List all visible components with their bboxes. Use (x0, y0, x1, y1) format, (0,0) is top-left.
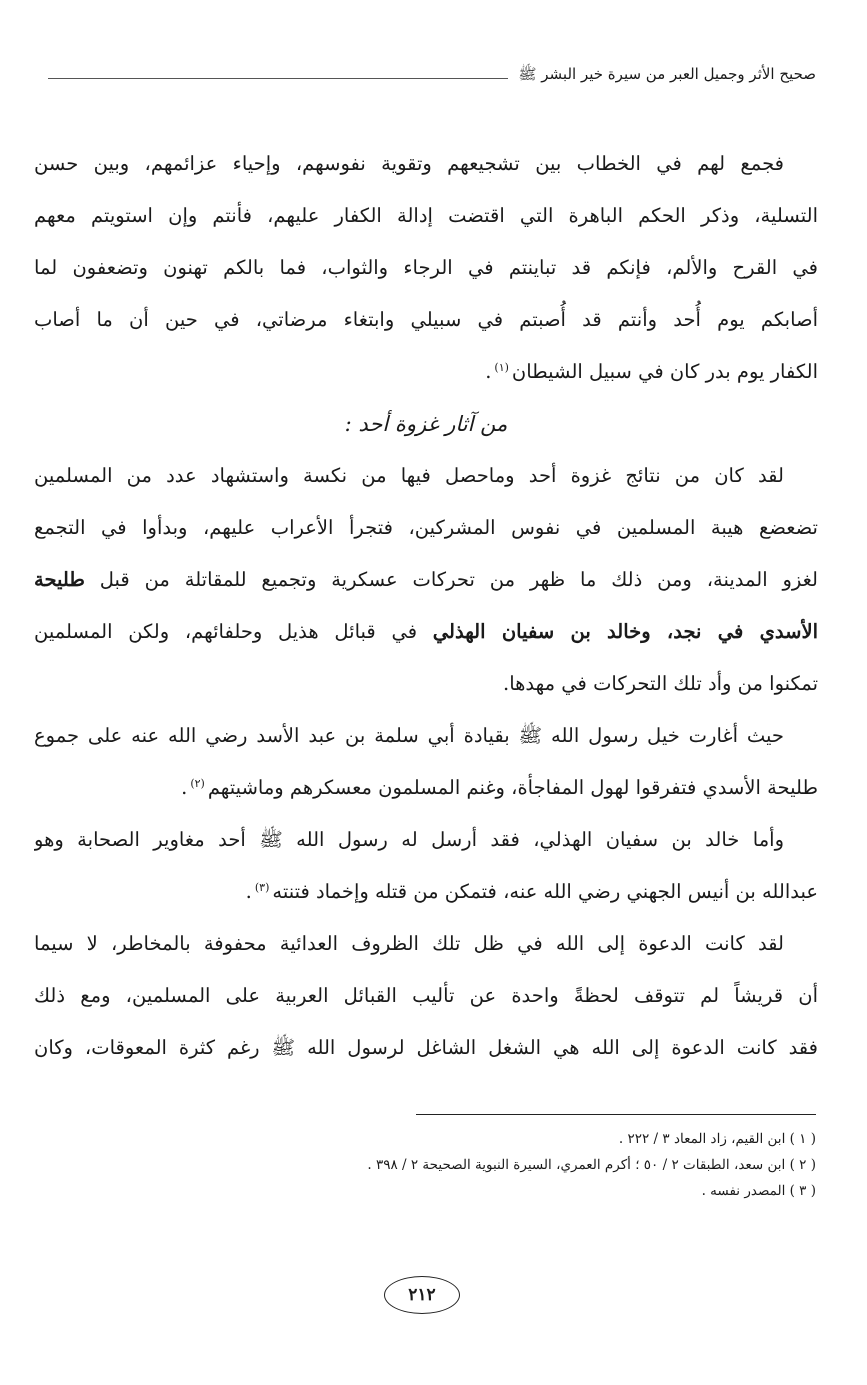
footnote-ref: (٣) (254, 880, 270, 894)
text-line (34, 554, 818, 606)
text-line: التسلية، وذكر الحكم الباهرة التي اقتضت إدالة الكفار عليهم، فأنتم وإن استويتم معهم (34, 204, 818, 227)
text-segment: . (245, 880, 252, 903)
footnote: ( ١ ) ابن القيم، زاد المعاد ٣ / ٢٢٢ . (618, 1131, 816, 1147)
text-line: لقد كان من نتائج غزوة أحد وماحصل فيها من نكسة واستشهاد عدد من المسلمين (34, 464, 784, 487)
footnote-ref: (١) (494, 360, 509, 374)
text-line (34, 762, 818, 814)
text-line (34, 866, 818, 918)
page-number: ٢١٢ (384, 1276, 460, 1314)
text-line: فقد كانت الدعوة إلى الله هي الشغل الشاغل لرسول الله ﷺ رغم كثرة المعوقات، وكان (34, 1036, 818, 1059)
footnote-separator (416, 1114, 816, 1115)
header-rule (48, 78, 508, 79)
text-line: حيث أغارت خيل رسول الله ﷺ بقيادة أبي سلمة بن عبد الأسد رضي الله عنه على جموع (34, 724, 784, 747)
text-line (34, 606, 818, 658)
text-line: وأما خالد بن سفيان الهذلي، فقد أرسل له رسول الله ﷺ أحد مغاوير الصحابة وهو (34, 828, 784, 851)
text-line: في القرح والألم، فإنكم قد تباينتم في الرجاء والثواب، فما بالكم تهنون وتضعفون لما (34, 256, 818, 279)
footnote-ref: (٢) (190, 776, 205, 790)
header-title: صحيح الأثر وجميل العبر من سيرة خير البشر ﷺ (518, 65, 816, 83)
bold-name: طليحة (34, 568, 85, 591)
text-line: تضعضع هيبة المسلمين في نفوس المشركين، فتجرأ الأعراب عليهم، وبدأوا في التجمع (34, 516, 818, 539)
text-segment: عبدالله بن أنيس الجهني رضي الله عنه، فتمكن من قتله وإخماد فتنته (272, 880, 818, 903)
text-segment: . (181, 776, 188, 799)
main-text (34, 138, 818, 1074)
bold-name: الأسدي في نجد، وخالد بن سفيان الهذلي (432, 620, 818, 643)
text-line: لقد كانت الدعوة إلى الله في ظل تلك الظروف العدائية محفوفة بالمخاطر، لا سيما (34, 932, 784, 955)
text-line: أصابكم يوم أُحد وأنتم قد أُصبتم في سبيلي وابتغاء مرضاتي، في حين أن ما أصاب (34, 308, 818, 331)
text-segment: طليحة الأسدي فتفرقوا لهول المفاجأة، وغنم المسلمون معسكرهم وماشيتهم (207, 776, 818, 799)
text-segment: لغزو المدينة، ومن ذلك ما ظهر من تحركات عسكرية وتجميع للمقاتلة من قبل (99, 568, 818, 591)
section-heading: من آثار غزوة أحد : (344, 412, 508, 436)
text-line: فجمع لهم في الخطاب بين تشجيعهم وتقوية نفوسهم، وإحياء عزائمهم، وبين حسن (34, 152, 784, 175)
running-header (48, 60, 816, 84)
footnote: ( ٣ ) المصدر نفسه . (701, 1183, 816, 1199)
text-line: أن قريشاً لم تتوقف لحظةً واحدة عن تأليب القبائل العربية على المسلمين، ومع ذلك (34, 984, 818, 1007)
footnote: ( ٢ ) ابن سعد، الطبقات ٢ / ٥٠ ؛ أكرم العمري، السيرة النبوية الصحيحة ٢ / ٣٩٨ . (367, 1157, 816, 1173)
footnotes (80, 1126, 816, 1204)
text-segment: . (485, 360, 492, 383)
text-segment: في قبائل هذيل وحلفائهم، ولكن المسلمين (34, 620, 418, 643)
text-line: تمكنوا من وأد تلك التحركات في مهدها. (503, 672, 818, 695)
text-line (34, 346, 818, 398)
text-segment: الكفار يوم بدر كان في سبيل الشيطان (511, 360, 818, 383)
